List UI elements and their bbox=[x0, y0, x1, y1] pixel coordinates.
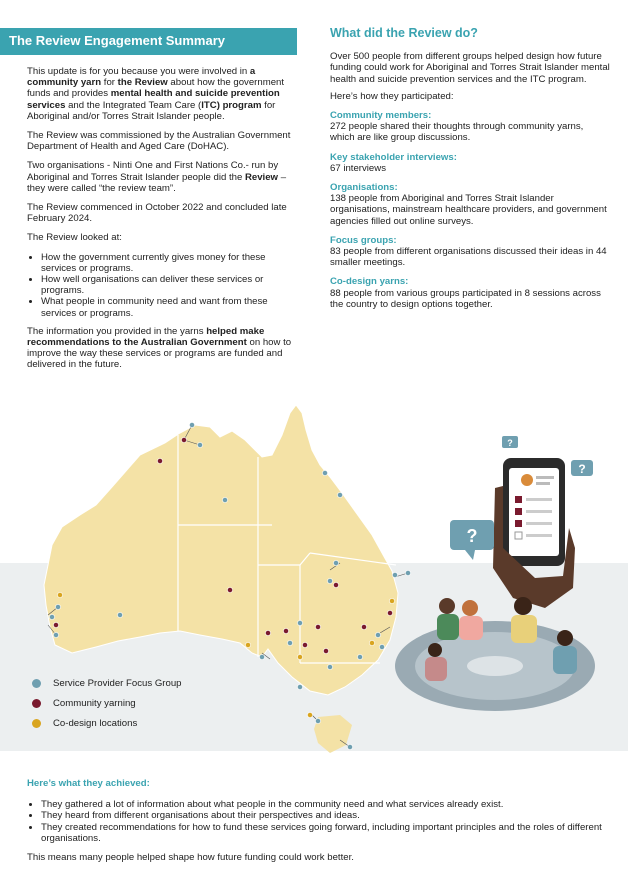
mainland-shape bbox=[44, 405, 398, 695]
group-text: 88 people from various groups participated in 8 sessions across the country to design options together. bbox=[330, 287, 601, 310]
intro-paragraph-1: This update is for you because you were involved in a community yarn for the Review about how the government funds and provides mental health and suicide prevention services and the Integrated Team Care (ITC) program for Aboriginal and/or Torres Strait Islander people. bbox=[27, 66, 285, 122]
group-text: 83 people from different organisations discussed their ideas in 44 smaller meetings. bbox=[330, 246, 607, 269]
mat-centre bbox=[467, 656, 523, 676]
phone-icon bbox=[503, 458, 565, 566]
achieved-list bbox=[27, 799, 607, 844]
intro-paragraph-2: The Review was commissioned by the Australian Government Department of Health and Aged Care (DoHAC). bbox=[27, 130, 291, 153]
group-title: Co-design yarns: bbox=[330, 276, 409, 288]
achieved-heading: Here’s what they achieved: bbox=[27, 778, 150, 789]
intro-section bbox=[27, 66, 299, 379]
legend-dot-icon bbox=[32, 719, 41, 728]
list-item: • They gathered a lot of information about what people in the community need and what services already exist. bbox=[41, 799, 607, 810]
question-bubble-icon bbox=[571, 460, 593, 476]
legend-item-co-design: Co-design locations bbox=[32, 713, 182, 733]
achieved-section bbox=[27, 778, 607, 863]
closing-statement: This means many people helped shape how future funding could work better. bbox=[27, 852, 354, 864]
group-text: 67 interviews bbox=[330, 162, 386, 174]
group-text: 272 people shared their thoughts through community yarns, which are like group discussions. bbox=[330, 121, 584, 144]
review-paragraph-1: Over 500 people from different groups helped design how future funding could work for Aboriginal and Torres Strait Islander mental health and suicide prevention services and the ITC program. bbox=[330, 51, 610, 85]
legend-dot-icon bbox=[32, 699, 41, 708]
looked-at-list bbox=[27, 252, 299, 319]
title-banner bbox=[0, 28, 297, 55]
list-item: • How well organisations can deliver these services or programs. bbox=[41, 274, 299, 296]
svg-text:?: ? bbox=[578, 462, 586, 476]
svg-text:?: ? bbox=[507, 438, 513, 448]
svg-text:?: ? bbox=[466, 526, 478, 546]
group-title: Organisations: bbox=[330, 182, 398, 194]
review-heading: What did the Review do? bbox=[330, 26, 478, 40]
question-bubble-icon bbox=[450, 520, 494, 560]
review-section bbox=[330, 28, 610, 316]
legend-dot-icon bbox=[32, 679, 41, 688]
page-title: The Review Engagement Summary bbox=[9, 33, 226, 48]
question-bubble-icon bbox=[502, 436, 518, 448]
list-item: • They heard from different organisations about their perspectives and ideas. bbox=[41, 810, 607, 821]
list-item: • How the government currently gives money for these services or programs. bbox=[41, 252, 299, 274]
group-title: Focus groups: bbox=[330, 234, 397, 246]
map-legend bbox=[32, 673, 182, 733]
group-title: Community members: bbox=[330, 110, 432, 122]
list-item: • They created recommendations for how to fund these services going forward, including important principles and the roles of different organisations. bbox=[41, 822, 607, 844]
engagement-illustration bbox=[395, 428, 625, 718]
list-item: • What people in community need and want from these services or programs. bbox=[41, 296, 299, 318]
intro-paragraph-4: The Review commenced in October 2022 and concluded late February 2024. bbox=[27, 202, 287, 225]
review-paragraph-2: Here’s how they participated: bbox=[330, 90, 454, 102]
group-text: 138 people from Aboriginal and Torres Strait Islander organisations, mainstream healthcare providers, and government agencies filled out online surveys. bbox=[330, 193, 607, 227]
intro-paragraph-5: The Review looked at: bbox=[27, 232, 122, 244]
legend-item-community-yarning: Community yarning bbox=[32, 693, 182, 713]
legend-item-focus-group: Service Provider Focus Group bbox=[32, 673, 182, 693]
intro-paragraph-3: Two organisations - Ninti One and First Nations Co.- run by Aboriginal and Torres Strait Islander people did the Review – they were called “the review team”. bbox=[27, 160, 287, 194]
intro-paragraph-6: The information you provided in the yarns helped make recommendations to the Australian Government on how to improve the way these services or programs are funded and delivered in the future. bbox=[27, 325, 292, 371]
group-title: Key stakeholder interviews: bbox=[330, 151, 457, 163]
